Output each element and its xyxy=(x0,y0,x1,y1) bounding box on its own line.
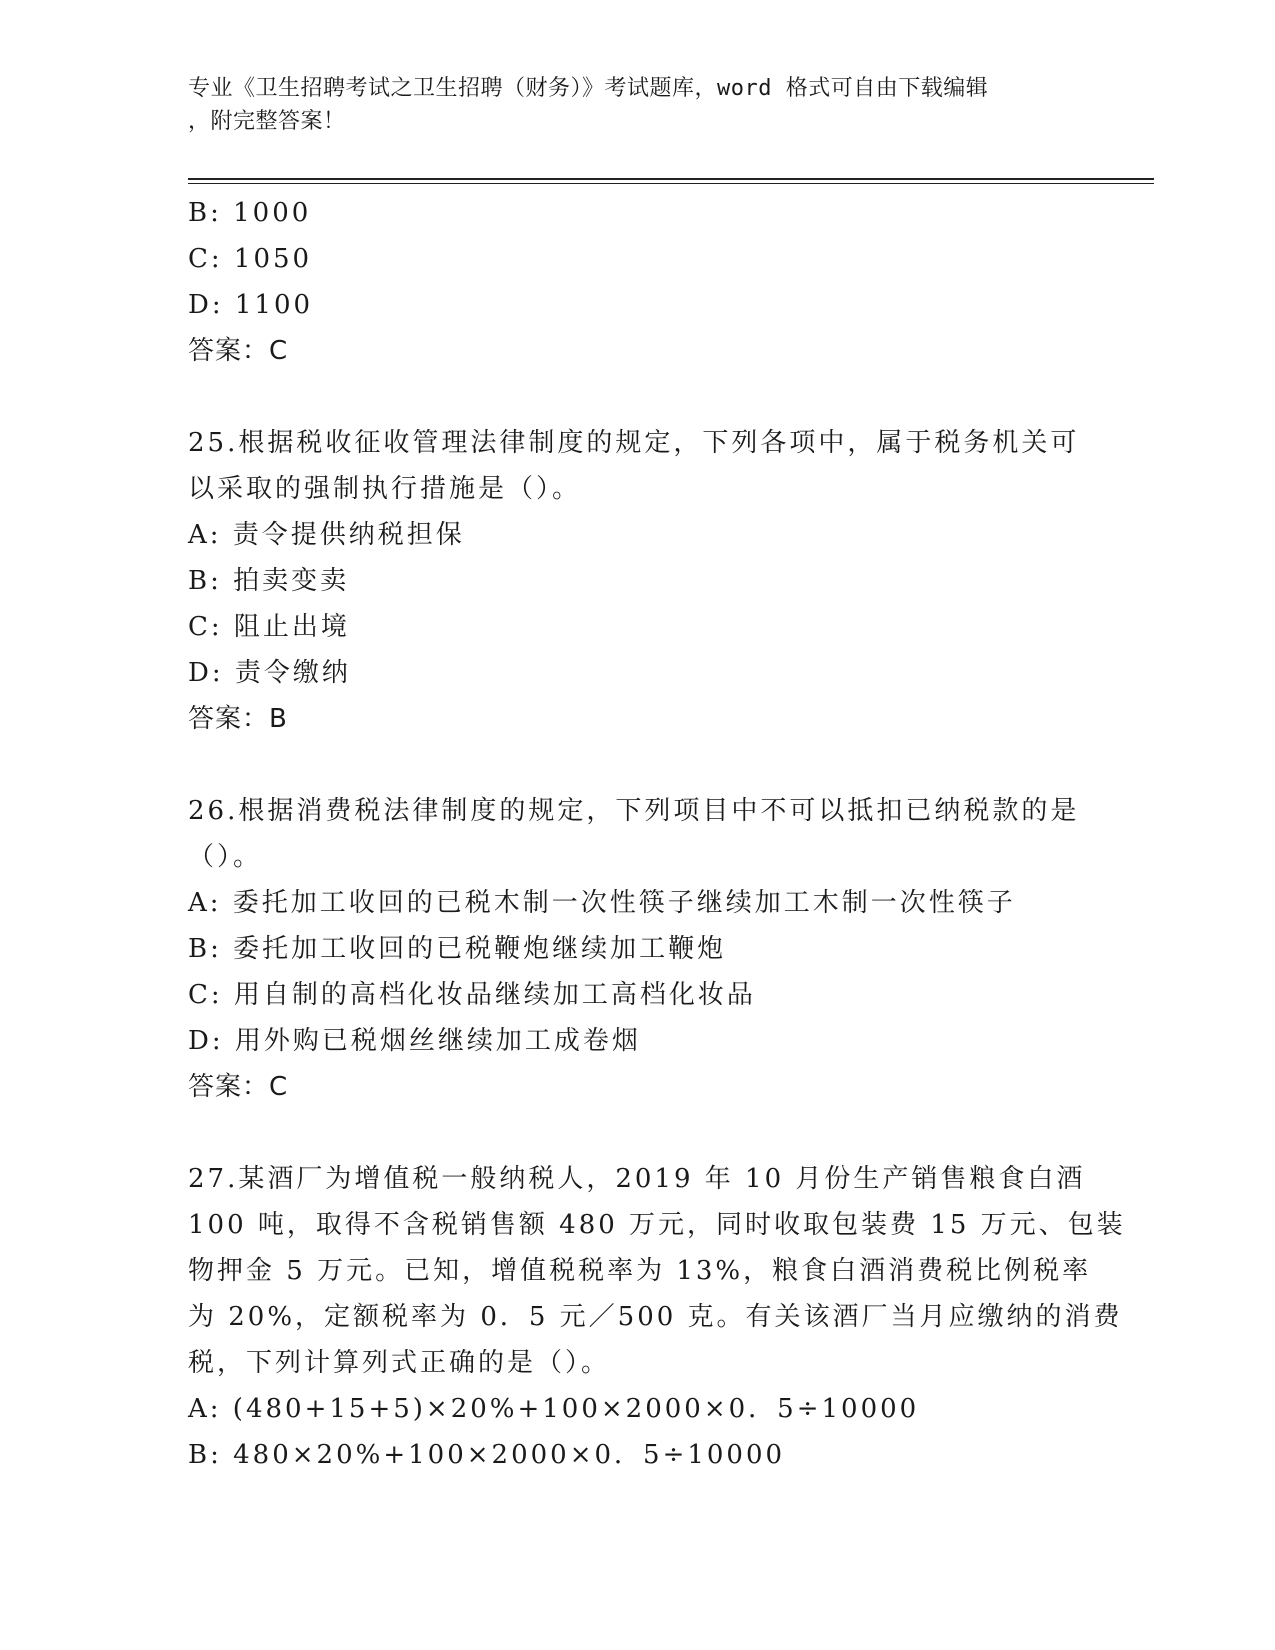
header-line-1: 专业《卫生招聘考试之卫生招聘（财务）》考试题库，word 格式可自由下载编辑 xyxy=(188,76,989,101)
spacer xyxy=(188,1110,1088,1156)
option-a: A: 委托加工收回的已税木制一次性筷子继续加工木制一次性筷子 xyxy=(188,888,1016,918)
option-d: D: 用外购已税烟丝继续加工成卷烟 xyxy=(188,1026,641,1056)
answer-label: 答案：C xyxy=(188,336,289,366)
question-text: 27.某酒厂为增值税一般纳税人，2019 年 10 月份生产销售粮食白酒 xyxy=(188,1164,1086,1194)
header-divider xyxy=(188,178,1154,180)
option-a: A: (480+15+5)×20%+100×2000×0．5÷10000 xyxy=(188,1394,920,1424)
question-text: （）。 xyxy=(188,842,263,872)
document-header xyxy=(188,72,1068,138)
option-b: B: 委托加工收回的已税鞭炮继续加工鞭炮 xyxy=(188,934,727,964)
answer-label: 答案：B xyxy=(188,704,288,734)
option-c: C: 阻止出境 xyxy=(188,612,350,642)
option-b: B: 拍卖变卖 xyxy=(188,566,350,596)
answer-label: 答案：C xyxy=(188,1072,289,1102)
option-c: C: 1050 xyxy=(188,244,313,274)
question-text: 物押金 5 万元。已知，增值税税率为 13%，粮食白酒消费税比例税率 xyxy=(188,1256,1092,1286)
question-26 xyxy=(188,788,1088,1110)
question-text: 25.根据税收征收管理法律制度的规定，下列各项中，属于税务机关可 xyxy=(188,428,1080,458)
question-list xyxy=(188,190,1126,1478)
question-25 xyxy=(188,420,1088,742)
option-b: B: 1000 xyxy=(188,198,312,228)
question-27 xyxy=(188,1156,1126,1478)
header-divider-thin xyxy=(188,183,1154,184)
question-text: 100 吨，取得不含税销售额 480 万元，同时收取包装费 15 万元、包装 xyxy=(188,1210,1126,1240)
option-c: C: 用自制的高档化妆品继续加工高档化妆品 xyxy=(188,980,756,1010)
question-text: 税，下列计算列式正确的是（）。 xyxy=(188,1348,611,1378)
question-text: 以采取的强制执行措施是（）。 xyxy=(188,474,582,504)
option-d: D: 1100 xyxy=(188,290,314,320)
question-text: 为 20%，定额税率为 0．5 元／500 克。有关该酒厂当月应缴纳的消费 xyxy=(188,1302,1123,1332)
option-a: A: 责令提供纳税担保 xyxy=(188,520,465,550)
option-b: B: 480×20%+100×2000×0．5÷10000 xyxy=(188,1440,786,1470)
spacer xyxy=(188,742,1088,788)
question-text: 26.根据消费税法律制度的规定，下列项目中不可以抵扣已纳税款的是 xyxy=(188,796,1080,826)
option-d: D: 责令缴纳 xyxy=(188,658,351,688)
spacer xyxy=(188,374,1088,420)
header-line-2: ，附完整答案！ xyxy=(188,109,346,134)
